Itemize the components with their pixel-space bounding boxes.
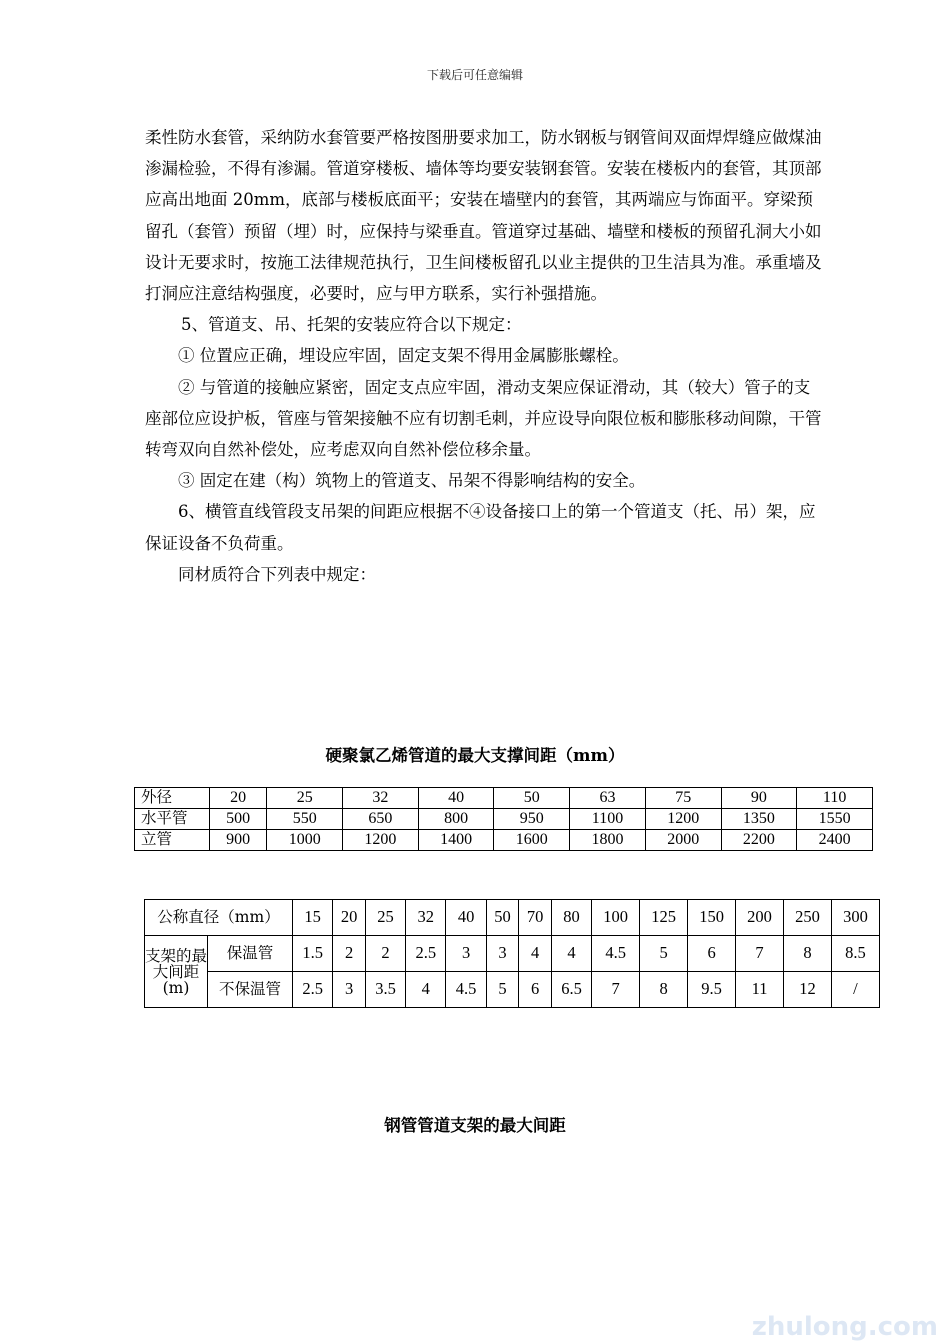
diameter-cell: 20 — [333, 900, 366, 936]
table-cell: 8 — [640, 972, 688, 1008]
table-cell: 2000 — [645, 830, 721, 851]
table-row — [145, 972, 880, 1008]
table-cell: 1200 — [645, 809, 721, 830]
paragraph-casing: 柔性防水套管，采纳防水套管要严格按图册要求加工，防水钢板与钢管间双面焊焊缝应做煤油渗漏检验，不得有渗漏。管道穿楼板、墙体等均要安装钢套管。安装在楼板内的套管，其顶部应高出地面 20mm，底部与楼板底面平；安装在墙壁内的套管，其两端应与饰面平。穿梁预留孔（套管）预留（埋）时，应保持与梁垂直。管道穿过基础、墙壁和楼板的预留孔洞大小如设计无要求时，按施工法律规范执行，卫生间楼板留孔以业主提供的卫生洁具为准。承重墙及打洞应注意结构强度，必要时，应与甲方联系，实行补强措施。 — [145, 128, 822, 304]
table-cell: 40 — [418, 788, 494, 809]
table-cell: 63 — [570, 788, 646, 809]
table-cell: 4 — [551, 936, 591, 972]
diameter-cell: 25 — [365, 900, 405, 936]
row-label: 保温管 — [208, 936, 293, 972]
table-cell: 2 — [365, 936, 405, 972]
diameter-cell: 80 — [551, 900, 591, 936]
table-cell: 950 — [494, 809, 570, 830]
table-cell: 1600 — [494, 830, 570, 851]
body-text — [145, 122, 825, 590]
table-cell: 32 — [343, 788, 419, 809]
table-cell: 6 — [519, 972, 552, 1008]
group-label: 支架的最大间距(m) — [145, 936, 208, 1008]
table-cell: 550 — [267, 809, 343, 830]
header-label: 公称直径（mm） — [145, 900, 293, 936]
table-cell: 20 — [210, 788, 267, 809]
diameter-cell: 50 — [486, 900, 519, 936]
table-cell: 11 — [736, 972, 784, 1008]
diameter-cell: 100 — [592, 900, 640, 936]
table-cell: 4.5 — [446, 972, 486, 1008]
paragraph-item-3: ③ 固定在建（构）筑物上的管道支、吊架不得影响结构的安全。 — [178, 471, 646, 491]
table-cell: 2200 — [721, 830, 797, 851]
table-cell: 9.5 — [688, 972, 736, 1008]
diameter-cell: 125 — [640, 900, 688, 936]
table-cell: 8 — [784, 936, 832, 972]
paragraph-table-intro: 同材质符合下列表中规定： — [178, 564, 376, 584]
table-cell: 1550 — [797, 809, 873, 830]
table-cell: 1400 — [418, 830, 494, 851]
table-cell: 75 — [645, 788, 721, 809]
table-cell: 500 — [210, 809, 267, 830]
diameter-cell: 150 — [688, 900, 736, 936]
paragraph-item-2: ② 与管道的接触应紧密，固定支点应牢固，滑动支架应保证滑动，其（较大）管子的支座部位应设护板，管座与管架接触不应有切割毛刺，并应设导向限位板和膨胀移动间隙，干管转弯双向自然补偿处，应考虑双向自然补偿位移余量。 — [145, 377, 822, 460]
table-cell: 900 — [210, 830, 267, 851]
row-label: 立管 — [135, 830, 210, 851]
paragraph-rule-6: 6、横管直线管段支吊架的间距应根据不④设备接口上的第一个管道支（托、吊）架，应保证设备不负荷重。 — [145, 502, 816, 553]
diameter-cell: 15 — [293, 900, 333, 936]
table-cell: 1000 — [267, 830, 343, 851]
table-cell: 800 — [418, 809, 494, 830]
table-cell: 7 — [592, 972, 640, 1008]
table-cell: 50 — [494, 788, 570, 809]
table-row — [135, 809, 873, 830]
row-label: 不保温管 — [208, 972, 293, 1008]
steel-support-spacing-table — [144, 899, 880, 1008]
table-cell: 6 — [688, 936, 736, 972]
table-cell: 2 — [333, 936, 366, 972]
table-cell: 4 — [406, 972, 446, 1008]
row-label: 水平管 — [135, 809, 210, 830]
table-cell: 2400 — [797, 830, 873, 851]
table-cell: 3 — [333, 972, 366, 1008]
row-label: 外径 — [135, 788, 210, 809]
table-cell: 2.5 — [406, 936, 446, 972]
table-cell: 5 — [486, 972, 519, 1008]
table1-caption: 硬聚氯乙烯管道的最大支撑间距（mm） — [325, 746, 625, 765]
diameter-cell: 200 — [736, 900, 784, 936]
table-cell: 12 — [784, 972, 832, 1008]
section-title: 钢管管道支架的最大间距 — [384, 1116, 566, 1135]
table-cell: 110 — [797, 788, 873, 809]
table-cell: / — [831, 972, 879, 1008]
diameter-cell: 40 — [446, 900, 486, 936]
table-header-row — [145, 900, 880, 936]
table-cell: 6.5 — [551, 972, 591, 1008]
table-cell: 1350 — [721, 809, 797, 830]
table-cell: 1.5 — [293, 936, 333, 972]
table-cell: 1100 — [570, 809, 646, 830]
table-cell: 650 — [343, 809, 419, 830]
pvc-support-spacing-table — [134, 787, 873, 851]
table-row — [135, 788, 873, 809]
table-cell: 5 — [640, 936, 688, 972]
table-cell: 1200 — [343, 830, 419, 851]
diameter-cell: 300 — [831, 900, 879, 936]
paragraph-rule-5: 5、管道支、吊、托架的安装应符合以下规定： — [181, 315, 522, 335]
table-cell: 3.5 — [365, 972, 405, 1008]
table-cell: 7 — [736, 936, 784, 972]
table-cell: 8.5 — [831, 936, 879, 972]
diameter-cell: 70 — [519, 900, 552, 936]
table-cell: 25 — [267, 788, 343, 809]
table-row — [135, 830, 873, 851]
page-header: 下载后可任意编辑 — [426, 68, 523, 82]
table-cell: 90 — [721, 788, 797, 809]
diameter-cell: 32 — [406, 900, 446, 936]
table-cell: 1800 — [570, 830, 646, 851]
paragraph-item-1: ① 位置应正确，埋设应牢固，固定支架不得用金属膨胀螺栓。 — [178, 346, 629, 366]
table-cell: 4 — [519, 936, 552, 972]
watermark: zhulong.com — [751, 1312, 938, 1342]
table-cell: 3 — [446, 936, 486, 972]
table-cell: 4.5 — [592, 936, 640, 972]
table-row — [145, 936, 880, 972]
table-cell: 3 — [486, 936, 519, 972]
diameter-cell: 250 — [784, 900, 832, 936]
table-cell: 2.5 — [293, 972, 333, 1008]
